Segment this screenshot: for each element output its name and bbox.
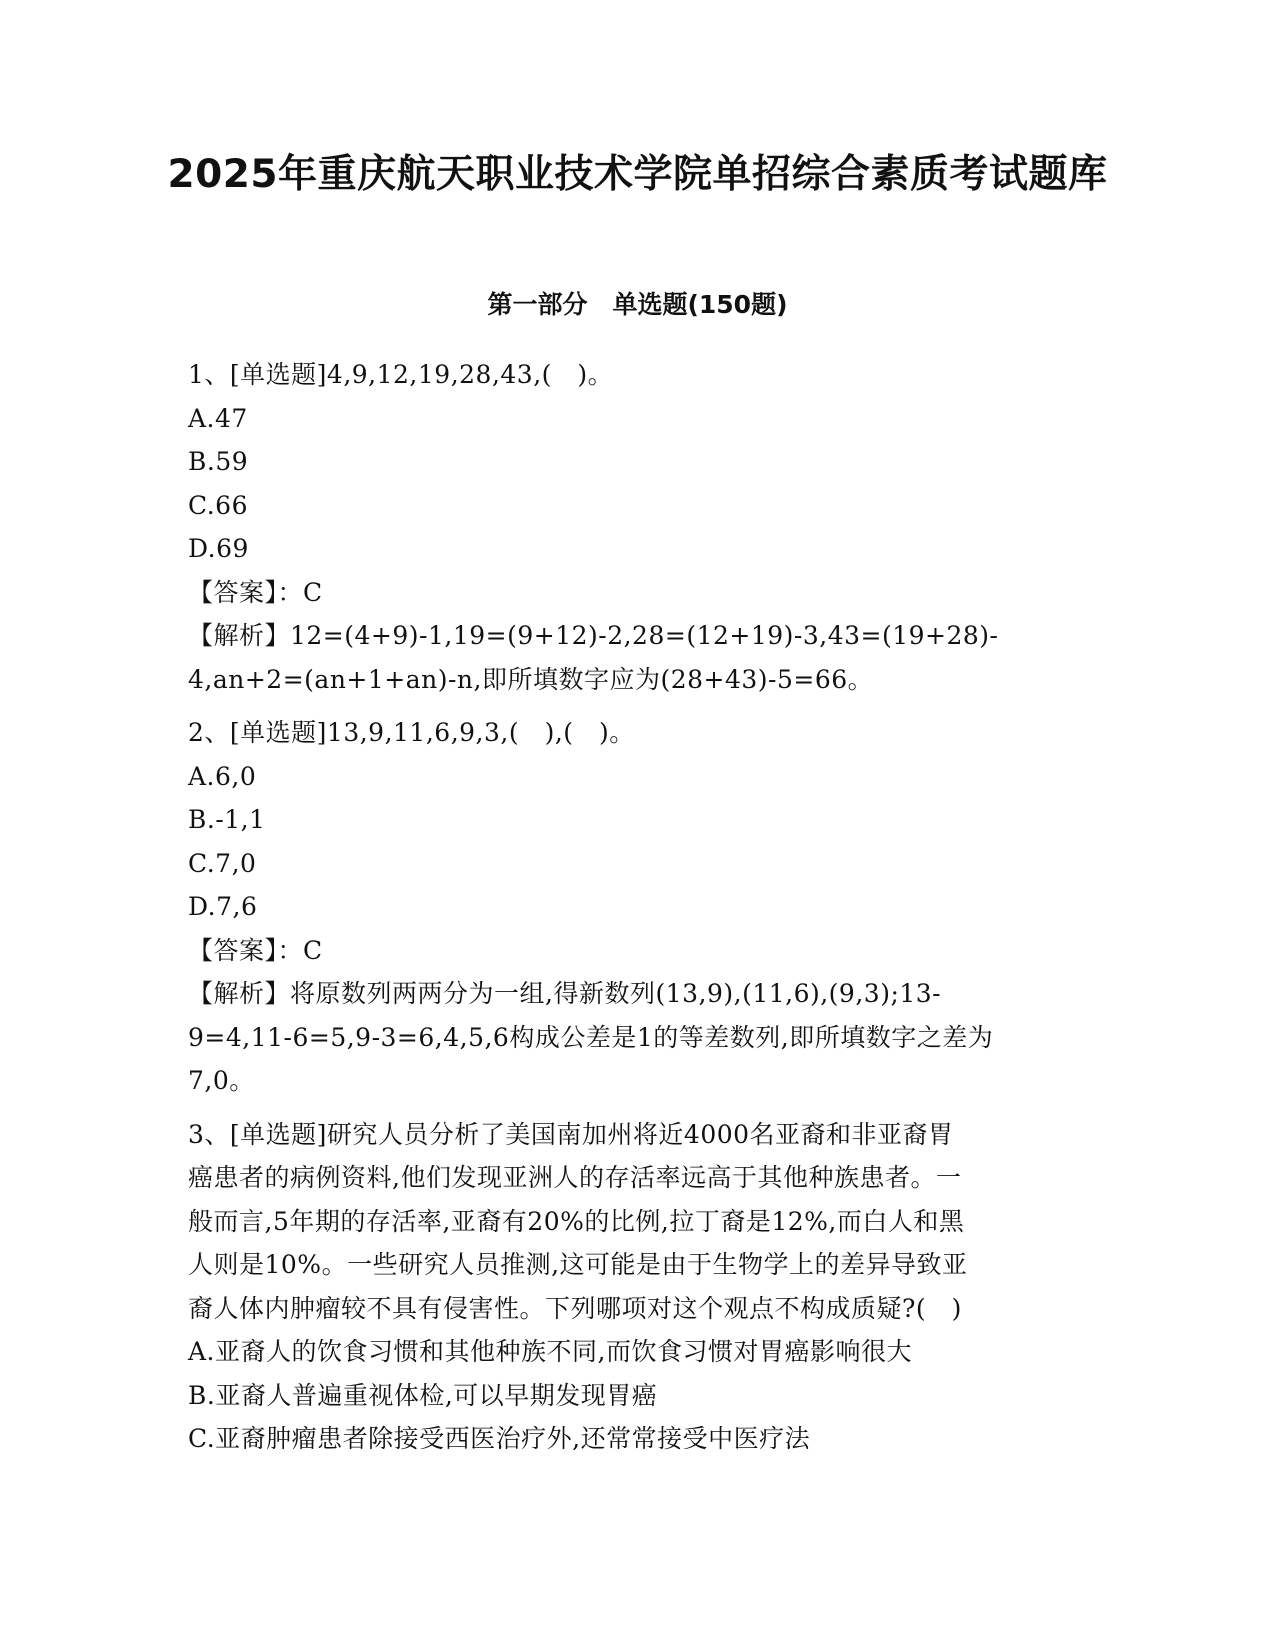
answer-line: 【答案】：C [188, 935, 323, 965]
option-b: B.59 [188, 447, 249, 476]
option-c: C.7,0 [188, 848, 257, 878]
analysis-line: 4,an+2=(an+1+an)-n,即所填数字应为(28+43)-5=66。 [188, 664, 874, 694]
question-stem-line: 般而言,5年期的存活率,亚裔有20%的比例,拉丁裔是12%,而白人和黑 [188, 1206, 965, 1236]
question-stem-line: 人则是10%。一些研究人员推测,这可能是由于生物学上的差异导致亚 [188, 1250, 968, 1279]
question-1 [188, 353, 1088, 701]
option-c: C.亚裔肿瘤患者除接受西医治疗外,还常常接受中医疗法 [188, 1424, 811, 1453]
option-a: A.亚裔人的饮食习惯和其他种族不同,而饮食习惯对胃癌影响很大 [188, 1337, 912, 1366]
option-d: D.69 [188, 534, 249, 563]
section-heading: 第一部分 单选题(150题) [487, 290, 788, 319]
question-2 [188, 711, 1088, 1103]
question-stem-line: 裔人体内肿瘤较不具有侵害性。下列哪项对这个观点不构成质疑?( ) [188, 1293, 962, 1323]
analysis-line: 9=4,11-6=5,9-3=6,4,5,6构成公差是1的等差数列,即所填数字之差为 [188, 1022, 994, 1052]
question-stem-line: 癌患者的病例资料,他们发现亚洲人的存活率远高于其他种族患者。一 [188, 1163, 962, 1192]
option-b: B.亚裔人普遍重视体检,可以早期发现胃癌 [188, 1380, 658, 1410]
option-d: D.7,6 [188, 892, 258, 921]
question-stem-line: 3、[单选题]研究人员分析了美国南加州将近4000名亚裔和非亚裔胃 [188, 1119, 954, 1149]
option-a: A.47 [188, 403, 248, 433]
answer-line: 【答案】：C [188, 577, 323, 607]
analysis-line: 【解析】12=(4+9)-1,19=(9+12)-2,28=(12+19)-3,43=(19+28)- [188, 621, 999, 650]
question-stem: 1、[单选题]4,9,12,19,28,43,( )。 [188, 360, 614, 389]
analysis-line: 【解析】将原数列两两分为一组,得新数列(13,9),(11,6),(9,3);13- [188, 979, 942, 1008]
question-list [188, 353, 1088, 1471]
option-a: A.6,0 [188, 761, 257, 791]
question-stem: 2、[单选题]13,9,11,6,9,3,( ),( )。 [188, 718, 635, 747]
option-c: C.66 [188, 490, 248, 520]
document-title: 2025年重庆航天职业技术学院单招综合素质考试题库 [167, 152, 1108, 197]
analysis-line: 7,0。 [188, 1066, 255, 1095]
question-3 [188, 1113, 1088, 1461]
option-b: B.-1,1 [188, 805, 266, 834]
